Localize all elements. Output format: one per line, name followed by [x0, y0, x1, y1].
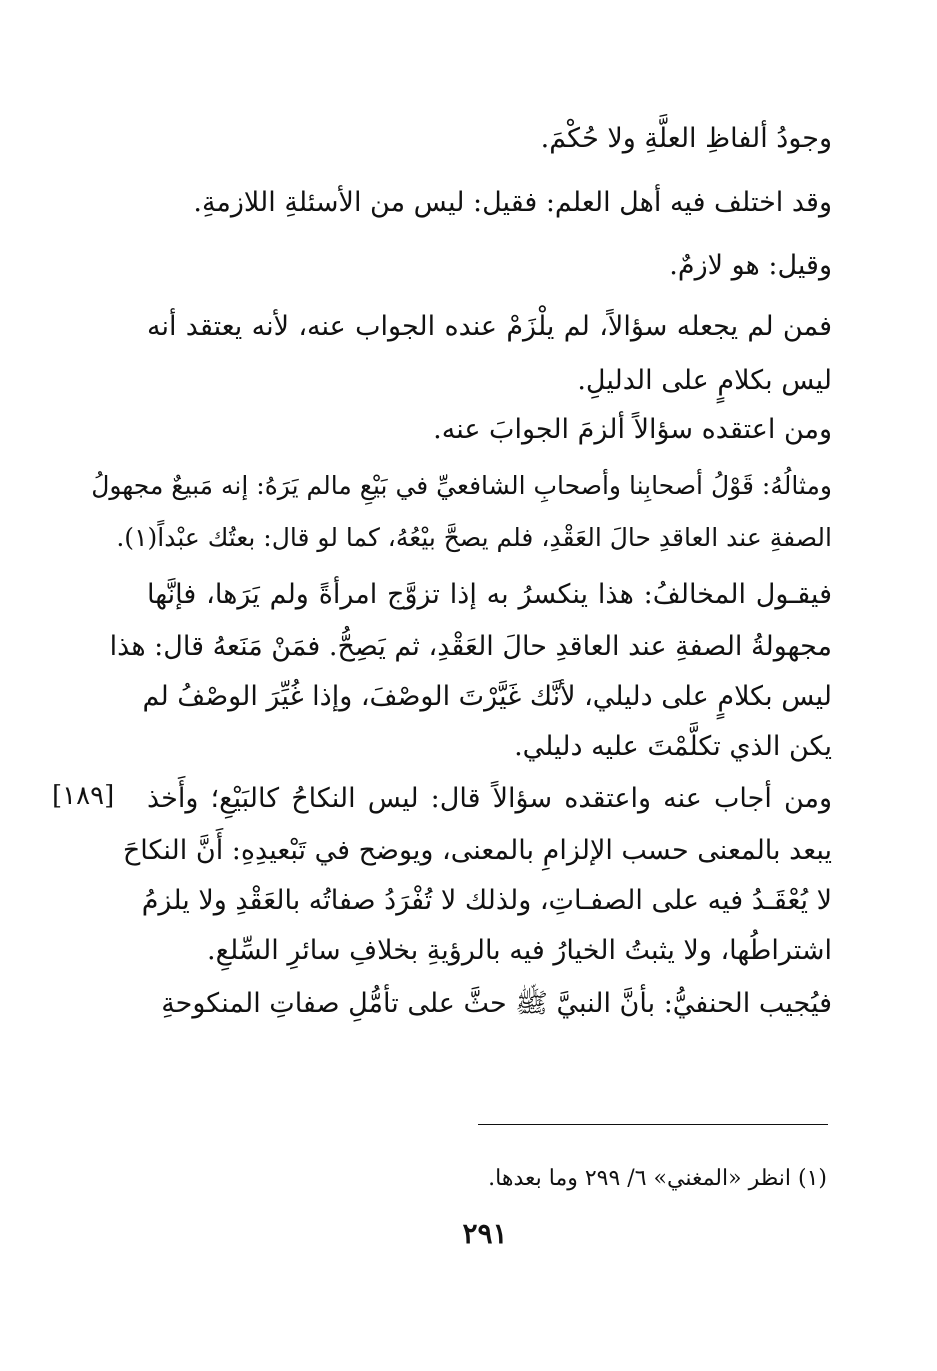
text-line-11: ليس بكلامٍ على دليلي، لأنَّك غَيَّرْتَ الوصْفَ، وإذا غُيِّرَ الوصْفُ لم: [142, 681, 832, 712]
text-line-7: ومثالُهُ: قَوْلُ أصحابِنا وأصحابِ الشافعيِّ في بَيْعِ مالم يَرَهُ: إنه مَبيعٌ مجهولُ: [91, 471, 832, 500]
text-line-17: فيُجيب الحنفيُّ: بأنَّ النبيَّ ﷺ حثَّ على تأمُّلِ صفاتِ المنكوحةِ: [161, 988, 832, 1019]
text-line-9: فيقـول المخالفُ: هذا ينكسرُ به إذا تزوَّج امرأةً ولم يَرَها، فإنَّها: [147, 579, 832, 610]
page-number: ٢٩١: [462, 1217, 508, 1250]
text-line-2: وقد اختلف فيه أهل العلم: فقيل: ليس من الأسئلةِ اللازمةِ.: [193, 187, 832, 218]
text-line-6: ومن اعتقده سؤالاً ألزمَ الجوابَ عنه.: [433, 414, 832, 445]
text-line-16: اشتراطُها، ولا يثبتُ الخيارُ فيه بالرؤيةِ بخلافِ سائرِ السِّلعِ.: [207, 935, 832, 966]
text-line-14: يبعد بالمعنى حسب الإلزامِ بالمعنى، ويوضح في تَبْعيدِهِ: أَنَّ النكاحَ: [122, 835, 832, 866]
text-line-8: الصفةِ عند العاقدِ حالَ العَقْدِ، فلم يصحَّ بيْعُهُ، كما لو قال: بعتُك عبْداً(١).: [116, 523, 832, 552]
text-line-12: يكن الذي تكلَّمْتَ عليه دليلي.: [514, 731, 832, 762]
footnote: (١) انظر «المغني» ٦/ ٢٩٩ وما بعدها.: [488, 1166, 827, 1191]
text-line-13: ومن أجاب عنه واعتقده سؤالاً قال: ليس النكاحُ كالبَيْعِ؛ وأَخذ: [147, 783, 832, 814]
text-line-1: وجودُ ألفاظِ العلَّةِ ولا حُكْمَ.: [540, 123, 832, 154]
text-line-10: مجهولةُ الصفةِ عند العاقدِ حالَ العَقْدِ، ثم يَصِحُّ. فمَنْ مَنَعهُ قال: هذا: [109, 631, 832, 662]
margin-page-reference: [١٨٩]: [52, 781, 115, 811]
text-line-5: ليس بكلامٍ على الدليلِ.: [577, 365, 832, 396]
text-line-3: وقيل: هو لازمٌ.: [669, 250, 832, 281]
text-line-4: فمن لم يجعله سؤالاً، لم يلْزَمْ عنده الجواب عنه، لأنه يعتقد أنه: [147, 311, 832, 342]
text-line-15: لا يُعْقَـدُ فيه على الصفـاتِ، ولذلك لا تُفْرَدُ صفاتُه بالعَقْدِ ولا يلزمُ: [141, 885, 832, 916]
footnote-divider: [478, 1124, 828, 1125]
